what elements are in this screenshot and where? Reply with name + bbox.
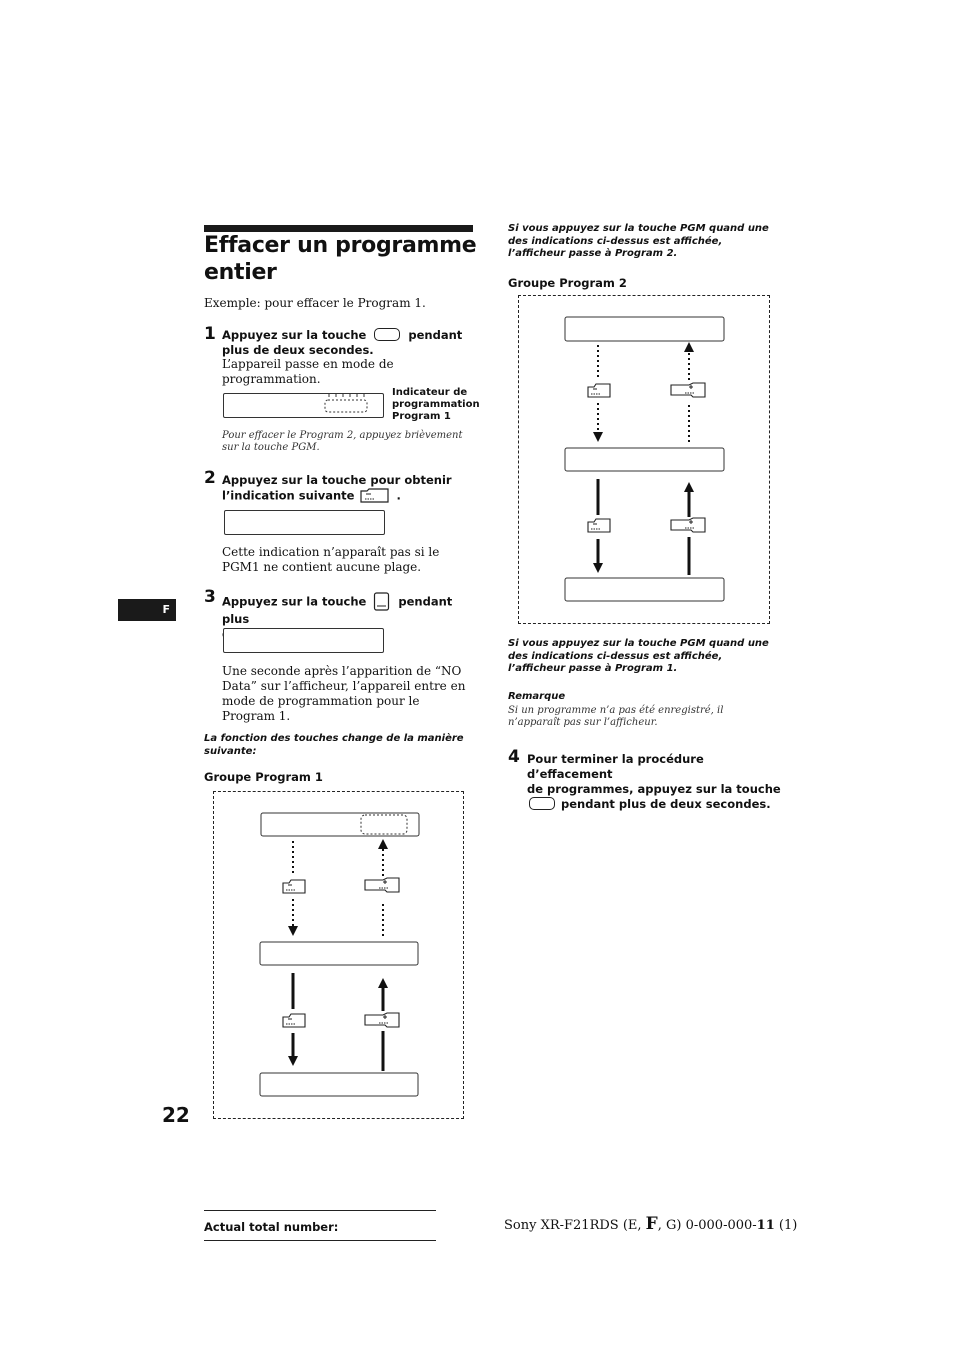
step2-line-a: Appuyez sur la touche pour obtenir: [222, 473, 452, 487]
blinking-segment-icon: [319, 392, 379, 418]
footer-right-suffix: (1): [774, 1218, 798, 1233]
step2-line-b: l’indication suivante: [222, 488, 355, 503]
seek-plus-button-icon: [365, 878, 399, 892]
step1-line-c: plus de deux secondes.: [222, 343, 374, 357]
footer-right-mid: , G) 0-000-000-: [657, 1218, 757, 1233]
group1-label: Groupe Program 1: [204, 770, 323, 784]
step2-line-end: .: [396, 488, 401, 503]
seek-plus-button-icon: [365, 1013, 399, 1027]
step2-instruction: [222, 473, 472, 504]
step1-line-a: Appuyez sur la touche: [222, 328, 367, 342]
group2-display-middle: [565, 448, 724, 471]
seek-minus-button-icon: [283, 880, 305, 893]
footer-rule-bottom: [204, 1240, 436, 1241]
step1-line-b: pendant: [408, 328, 463, 342]
step4-instruction: [527, 752, 787, 812]
group2-label: Groupe Program 2: [508, 276, 627, 290]
seek-minus-button-icon: [588, 384, 610, 397]
lcd-display-step3: [223, 628, 384, 653]
footer-right-text: [504, 1214, 797, 1234]
group1-display-bottom: [260, 1073, 418, 1096]
indicator-label: Indicateur de programmation Program 1: [392, 387, 480, 422]
step2-body: Cette indication n’apparaît pas si le PGM1 ne contient aucune plage.: [222, 545, 440, 574]
program-button-icon: [374, 328, 400, 341]
right-mid-note: Si vous appuyez sur la touche PGM quand une des indications ci-dessus est affichée, l’afficheur passe à Program 1.: [508, 638, 769, 674]
remark-body: Si un programme n’a pas été enregistré, il n’apparaît pas sur l’afficheur.: [508, 705, 724, 728]
seek-plus-button-icon: [671, 518, 705, 532]
footer-rule-top: [204, 1210, 436, 1211]
group1-flow-svg: [213, 791, 464, 1119]
right-top-note: Si vous appuyez sur la touche PGM quand une des indications ci-dessus est affichée, l’afficheur passe à Program 2.: [508, 223, 769, 259]
step2-number: 2: [204, 468, 216, 488]
group1-display-middle: [260, 942, 418, 965]
seek-plus-button-icon: [671, 383, 705, 397]
footer-right-f: F: [645, 1214, 658, 1234]
step4-number: 4: [508, 747, 520, 767]
step3-number: 3: [204, 587, 216, 607]
seek-minus-button-icon: [588, 519, 610, 532]
step4-line-b: de programmes, appuyez sur la touche: [527, 782, 781, 796]
group1-display-top: [261, 813, 419, 836]
step4-line-c: pendant plus de deux secondes.: [561, 797, 771, 811]
page-title: Effacer un programme entier: [204, 233, 477, 285]
footer-left-label: Actual total number:: [204, 1220, 339, 1234]
footer-right-prefix: Sony XR-F21RDS (E,: [504, 1218, 646, 1233]
group2-flow-svg: [518, 295, 770, 624]
language-tab: F: [118, 599, 176, 621]
step4-line-a: Pour terminer la procédure d’effacement: [527, 752, 704, 781]
step1-number: 1: [204, 324, 216, 344]
step3-line-a: Appuyez sur la touche: [222, 594, 367, 609]
program-button-icon: [529, 797, 555, 810]
step3-body: Une seconde après l’apparition de “NO Data” sur l’afficheur, l’appareil entre en mode de programmation pour le Program 1.: [222, 664, 466, 723]
group2-display-top: [565, 317, 724, 341]
footer-right-bold: 11: [756, 1218, 775, 1233]
lcd-display-step1: [223, 393, 384, 418]
step3-line-b: pendant plus: [222, 594, 453, 626]
remark-title: Remarque: [508, 691, 566, 702]
seek-minus-button-icon: [360, 488, 390, 504]
page-number: 22: [162, 1103, 190, 1127]
step1-body: L’appareil passe en mode de programmation.: [222, 357, 394, 386]
example-text: Exemple: pour effacer le Program 1.: [204, 296, 426, 310]
title-rule: [204, 225, 473, 232]
group2-display-bottom: [565, 578, 724, 601]
seek-minus-button-icon: [283, 1014, 305, 1027]
pgm-button-icon: [373, 592, 391, 612]
lcd-display-step2: [224, 510, 385, 535]
step1-instruction: [222, 328, 472, 358]
step1-note: Pour effacer le Program 2, appuyez brièvement sur la touche PGM.: [222, 430, 463, 453]
function-change-text: La fonction des touches change de la manière suivante:: [204, 733, 464, 757]
